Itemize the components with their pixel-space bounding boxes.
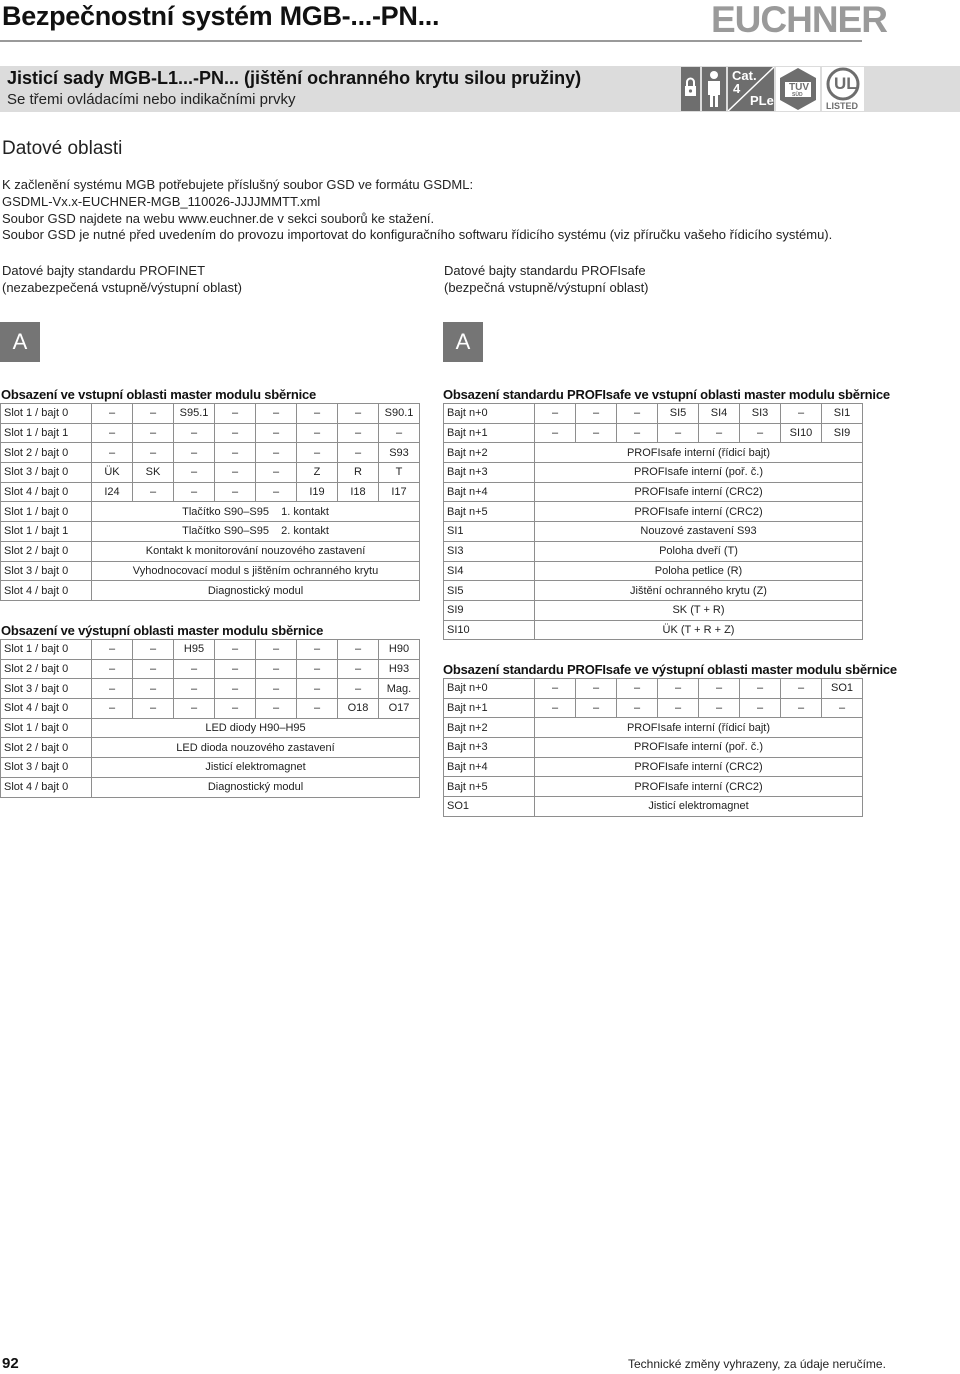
bit-cell: –	[658, 679, 699, 699]
bit-cell: SI3	[740, 404, 781, 424]
ul-label: UL	[834, 74, 857, 93]
table-row	[1, 777, 420, 797]
section-heading: Datové oblasti	[2, 138, 123, 159]
page-title: Bezpečnostní systém MGB-...-PN...	[2, 1, 440, 31]
bit-cell: –	[215, 423, 256, 443]
description-cell: Tlačítko S90–S95 1. kontakt	[92, 502, 420, 522]
table-row	[444, 620, 863, 640]
bit-cell: –	[617, 423, 658, 443]
bit-cell: –	[256, 423, 297, 443]
bit-cell: –	[535, 698, 576, 718]
bit-cell: –	[781, 698, 822, 718]
table-row	[1, 699, 420, 719]
bit-cell: SI5	[658, 404, 699, 424]
row-label: Bajt n+5	[444, 502, 535, 522]
bit-cell: H93	[379, 659, 420, 679]
table-row	[1, 561, 420, 581]
description-cell: PROFIsafe interní (řídicí bajt)	[535, 443, 863, 463]
tuv-label: TÜV	[789, 82, 809, 93]
description-cell: Vyhodnocovací modul s jištěním ochranného krytu	[92, 561, 420, 581]
bit-cell: –	[256, 482, 297, 502]
bit-cell: –	[92, 404, 133, 424]
bit-cell: –	[92, 659, 133, 679]
bit-cell: –	[92, 679, 133, 699]
bit-cell: Z	[297, 463, 338, 483]
row-label: SI9	[444, 600, 535, 620]
bit-cell: –	[658, 698, 699, 718]
bit-cell: H95	[174, 640, 215, 660]
row-label: Slot 4 / bajt 0	[1, 699, 92, 719]
table-row	[444, 581, 863, 601]
intro-line: Soubor GSD najdete na webu www.euchner.de v sekci souborů ke stažení.	[2, 211, 435, 226]
bit-cell: –	[215, 404, 256, 424]
bit-cell: H90	[379, 640, 420, 660]
profinet-output-table	[0, 639, 420, 798]
footer-note: Technické změny vyhrazeny, za údaje neručíme.	[628, 1357, 886, 1371]
person-icon	[702, 67, 726, 111]
header-divider	[0, 40, 862, 42]
bit-cell: –	[740, 679, 781, 699]
bit-cell: SO1	[822, 679, 863, 699]
bit-cell: –	[338, 443, 379, 463]
bit-cell: O17	[379, 699, 420, 719]
bit-cell: –	[256, 679, 297, 699]
bit-cell: –	[297, 443, 338, 463]
bit-cell: S95.1	[174, 404, 215, 424]
tuv-sub-label: SÜD	[792, 92, 803, 98]
row-label: Slot 2 / bajt 0	[1, 659, 92, 679]
bit-cell: –	[92, 423, 133, 443]
description-cell: PROFIsafe interní (CRC2)	[535, 777, 863, 797]
bit-cell: –	[256, 640, 297, 660]
row-label: SI3	[444, 541, 535, 561]
table-row	[1, 659, 420, 679]
bit-cell: –	[174, 482, 215, 502]
bit-cell: –	[338, 404, 379, 424]
row-label: SI5	[444, 581, 535, 601]
profinet-subheading: (nezabezpečená vstupně/výstupní oblast)	[2, 280, 242, 295]
description-cell: Poloha petlice (R)	[535, 561, 863, 581]
table-row	[1, 581, 420, 601]
bit-cell: R	[338, 463, 379, 483]
row-label: Slot 4 / bajt 0	[1, 581, 92, 601]
row-label: Slot 4 / bajt 0	[1, 777, 92, 797]
table-row	[1, 423, 420, 443]
table-row	[1, 443, 420, 463]
description-cell: Kontakt k monitorování nouzového zastavení	[92, 541, 420, 561]
table-row	[1, 482, 420, 502]
bit-cell: –	[256, 463, 297, 483]
description-cell: SK (T + R)	[535, 600, 863, 620]
bit-cell: –	[338, 423, 379, 443]
bit-cell: –	[338, 659, 379, 679]
bit-cell: –	[781, 679, 822, 699]
bit-cell: –	[576, 679, 617, 699]
bit-cell: –	[215, 640, 256, 660]
bit-cell: –	[133, 482, 174, 502]
bit-cell: –	[174, 423, 215, 443]
bit-cell: –	[215, 659, 256, 679]
profinet-input-table	[0, 403, 420, 601]
row-label: Bajt n+1	[444, 423, 535, 443]
table-row	[444, 522, 863, 542]
row-label: Bajt n+5	[444, 777, 535, 797]
table-row	[1, 738, 420, 758]
row-label: Bajt n+2	[444, 443, 535, 463]
bit-cell: Mag.	[379, 679, 420, 699]
description-cell: Jištění ochranného krytu (Z)	[535, 581, 863, 601]
bit-cell: –	[133, 699, 174, 719]
bit-cell: I24	[92, 482, 133, 502]
row-label: SI10	[444, 620, 535, 640]
bit-cell: –	[822, 698, 863, 718]
row-label: SO1	[444, 797, 535, 817]
table-row	[444, 718, 863, 738]
table-row	[1, 718, 420, 738]
bit-cell: –	[174, 659, 215, 679]
profinet-input-table-title: Obsazení ve vstupní oblasti master modulu sběrnice	[1, 387, 317, 402]
bit-cell: T	[379, 463, 420, 483]
table-row	[1, 404, 420, 424]
bit-cell: –	[338, 679, 379, 699]
bit-cell: –	[379, 423, 420, 443]
profinet-output-table-title: Obsazení ve výstupní oblasti master modulu sběrnice	[1, 623, 324, 638]
row-label: Slot 1 / bajt 0	[1, 640, 92, 660]
bit-cell: S93	[379, 443, 420, 463]
bit-cell: –	[699, 698, 740, 718]
bit-cell: –	[699, 423, 740, 443]
marker-a-left: A	[0, 322, 40, 362]
profisafe-heading: Datové bajty standardu PROFIsafe	[444, 263, 646, 278]
bit-cell: ÜK	[92, 463, 133, 483]
description-cell: PROFIsafe interní (poř. č.)	[535, 463, 863, 483]
profisafe-output-table-title: Obsazení standardu PROFIsafe ve výstupní oblasti master modulu sběrnice	[443, 662, 897, 677]
row-label: Slot 2 / bajt 0	[1, 738, 92, 758]
band-subtitle: Se třemi ovládacími nebo indikačními prvky	[7, 91, 296, 108]
table-row	[444, 797, 863, 817]
description-cell: ÜK (T + R + Z)	[535, 620, 863, 640]
table-row	[444, 541, 863, 561]
bit-cell: SI9	[822, 423, 863, 443]
table-row	[444, 502, 863, 522]
table-row	[444, 463, 863, 483]
bit-cell: –	[256, 404, 297, 424]
cat-label: Cat.	[732, 68, 757, 83]
row-label: Slot 3 / bajt 0	[1, 561, 92, 581]
bit-cell: –	[338, 640, 379, 660]
table-row	[1, 679, 420, 699]
bit-cell: I18	[338, 482, 379, 502]
bit-cell: –	[617, 698, 658, 718]
description-cell: Poloha dveří (T)	[535, 541, 863, 561]
bit-cell: SI4	[699, 404, 740, 424]
bit-cell: –	[174, 699, 215, 719]
table-row	[444, 443, 863, 463]
profisafe-output-table	[443, 678, 863, 817]
bit-cell: –	[617, 404, 658, 424]
bit-cell: I17	[379, 482, 420, 502]
description-cell: Nouzové zastavení S93	[535, 522, 863, 542]
profisafe-input-table	[443, 403, 863, 640]
category-ple-icon	[728, 67, 774, 111]
bit-cell: –	[617, 679, 658, 699]
row-label: Slot 2 / bajt 0	[1, 541, 92, 561]
bit-cell: –	[92, 699, 133, 719]
row-label: Bajt n+0	[444, 679, 535, 699]
table-row	[444, 777, 863, 797]
bit-cell: –	[297, 423, 338, 443]
table-row	[1, 502, 420, 522]
table-row	[444, 679, 863, 699]
row-label: Slot 1 / bajt 0	[1, 718, 92, 738]
bit-cell: –	[133, 640, 174, 660]
row-label: Slot 1 / bajt 0	[1, 502, 92, 522]
intro-line: GSDML-Vx.x-EUCHNER-MGB_110026-JJJJMMTT.xml	[2, 194, 321, 209]
bit-cell: –	[297, 640, 338, 660]
description-cell: LED dioda nouzového zastavení	[92, 738, 420, 758]
bit-cell: –	[133, 679, 174, 699]
bit-cell: –	[215, 443, 256, 463]
bit-cell: –	[658, 423, 699, 443]
tuv-icon	[776, 67, 820, 111]
bit-cell: O18	[338, 699, 379, 719]
bit-cell: –	[215, 482, 256, 502]
description-cell: PROFIsafe interní (CRC2)	[535, 757, 863, 777]
bit-cell: –	[535, 423, 576, 443]
bit-cell: –	[576, 698, 617, 718]
bit-cell: –	[174, 463, 215, 483]
bit-cell: –	[133, 423, 174, 443]
bit-cell: –	[740, 423, 781, 443]
row-label: Slot 1 / bajt 1	[1, 423, 92, 443]
bit-cell: –	[535, 679, 576, 699]
description-cell: Tlačítko S90–S95 2. kontakt	[92, 522, 420, 542]
intro-line: Soubor GSD je nutné před uvedením do provozu importovat do konfiguračního softwaru řídicího systému (viz příručku vašeho řídicího systému).	[2, 227, 833, 242]
ul-listed-icon	[822, 67, 864, 111]
bit-cell: –	[215, 699, 256, 719]
row-label: Slot 3 / bajt 0	[1, 679, 92, 699]
table-row	[444, 423, 863, 443]
bit-cell: –	[174, 443, 215, 463]
bit-cell: –	[297, 404, 338, 424]
description-cell: PROFIsafe interní (řídicí bajt)	[535, 718, 863, 738]
bit-cell: –	[535, 404, 576, 424]
profisafe-input-table-title: Obsazení standardu PROFIsafe ve vstupní oblasti master modulu sběrnice	[443, 387, 890, 402]
bit-cell: –	[297, 699, 338, 719]
bit-cell: –	[215, 679, 256, 699]
description-cell: Diagnostický modul	[92, 777, 420, 797]
bit-cell: –	[740, 698, 781, 718]
table-row	[444, 404, 863, 424]
marker-a-right: A	[443, 322, 483, 362]
description-cell: PROFIsafe interní (CRC2)	[535, 502, 863, 522]
ple-label: PLe	[750, 93, 774, 108]
table-row	[444, 482, 863, 502]
table-row	[1, 463, 420, 483]
bit-cell: –	[576, 423, 617, 443]
bit-cell: –	[781, 404, 822, 424]
bit-cell: –	[256, 443, 297, 463]
row-label: SI1	[444, 522, 535, 542]
euchner-logo: EUCHNER	[711, 0, 887, 40]
row-label: Bajt n+3	[444, 738, 535, 758]
band-title: Jisticí sady MGB-L1...-PN... (jištění ochranného krytu silou pružiny)	[7, 68, 582, 88]
row-label: Slot 2 / bajt 0	[1, 443, 92, 463]
bit-cell: SI1	[822, 404, 863, 424]
bit-cell: –	[256, 659, 297, 679]
table-row	[1, 541, 420, 561]
cat-number: 4	[733, 81, 741, 96]
row-label: Slot 1 / bajt 0	[1, 404, 92, 424]
row-label: SI4	[444, 561, 535, 581]
row-label: Bajt n+1	[444, 698, 535, 718]
description-cell: PROFIsafe interní (CRC2)	[535, 482, 863, 502]
listed-label: LISTED	[826, 101, 859, 111]
profisafe-subheading: (bezpečná vstupně/výstupní oblast)	[444, 280, 649, 295]
bit-cell: –	[699, 679, 740, 699]
bit-cell: SK	[133, 463, 174, 483]
table-row	[1, 640, 420, 660]
row-label: Bajt n+4	[444, 757, 535, 777]
intro-line: K začlenění systému MGB potřebujete příslušný soubor GSD ve formátu GSDML:	[2, 177, 474, 192]
description-cell: PROFIsafe interní (poř. č.)	[535, 738, 863, 758]
table-row	[444, 738, 863, 758]
table-row	[444, 600, 863, 620]
page-number: 92	[2, 1355, 19, 1372]
bit-cell: –	[297, 659, 338, 679]
row-label: Bajt n+0	[444, 404, 535, 424]
description-cell: Diagnostický modul	[92, 581, 420, 601]
table-row	[444, 561, 863, 581]
lock-icon	[681, 67, 700, 111]
bit-cell: –	[133, 659, 174, 679]
table-row	[444, 757, 863, 777]
description-cell: Jisticí elektromagnet	[92, 758, 420, 778]
description-cell: Jisticí elektromagnet	[535, 797, 863, 817]
row-label: Bajt n+3	[444, 463, 535, 483]
bit-cell: –	[256, 699, 297, 719]
bit-cell: –	[92, 443, 133, 463]
bit-cell: –	[133, 443, 174, 463]
bit-cell: –	[215, 463, 256, 483]
row-label: Bajt n+4	[444, 482, 535, 502]
bit-cell: –	[174, 679, 215, 699]
bit-cell: –	[133, 404, 174, 424]
table-row	[444, 698, 863, 718]
bit-cell: S90.1	[379, 404, 420, 424]
row-label: Slot 4 / bajt 0	[1, 482, 92, 502]
bit-cell: SI10	[781, 423, 822, 443]
bit-cell: –	[92, 640, 133, 660]
bit-cell: I19	[297, 482, 338, 502]
table-row	[1, 758, 420, 778]
row-label: Slot 3 / bajt 0	[1, 463, 92, 483]
row-label: Bajt n+2	[444, 718, 535, 738]
profinet-heading: Datové bajty standardu PROFINET	[2, 263, 206, 278]
bit-cell: –	[297, 679, 338, 699]
bit-cell: –	[576, 404, 617, 424]
description-cell: LED diody H90–H95	[92, 718, 420, 738]
row-label: Slot 3 / bajt 0	[1, 758, 92, 778]
table-row	[1, 522, 420, 542]
row-label: Slot 1 / bajt 1	[1, 522, 92, 542]
